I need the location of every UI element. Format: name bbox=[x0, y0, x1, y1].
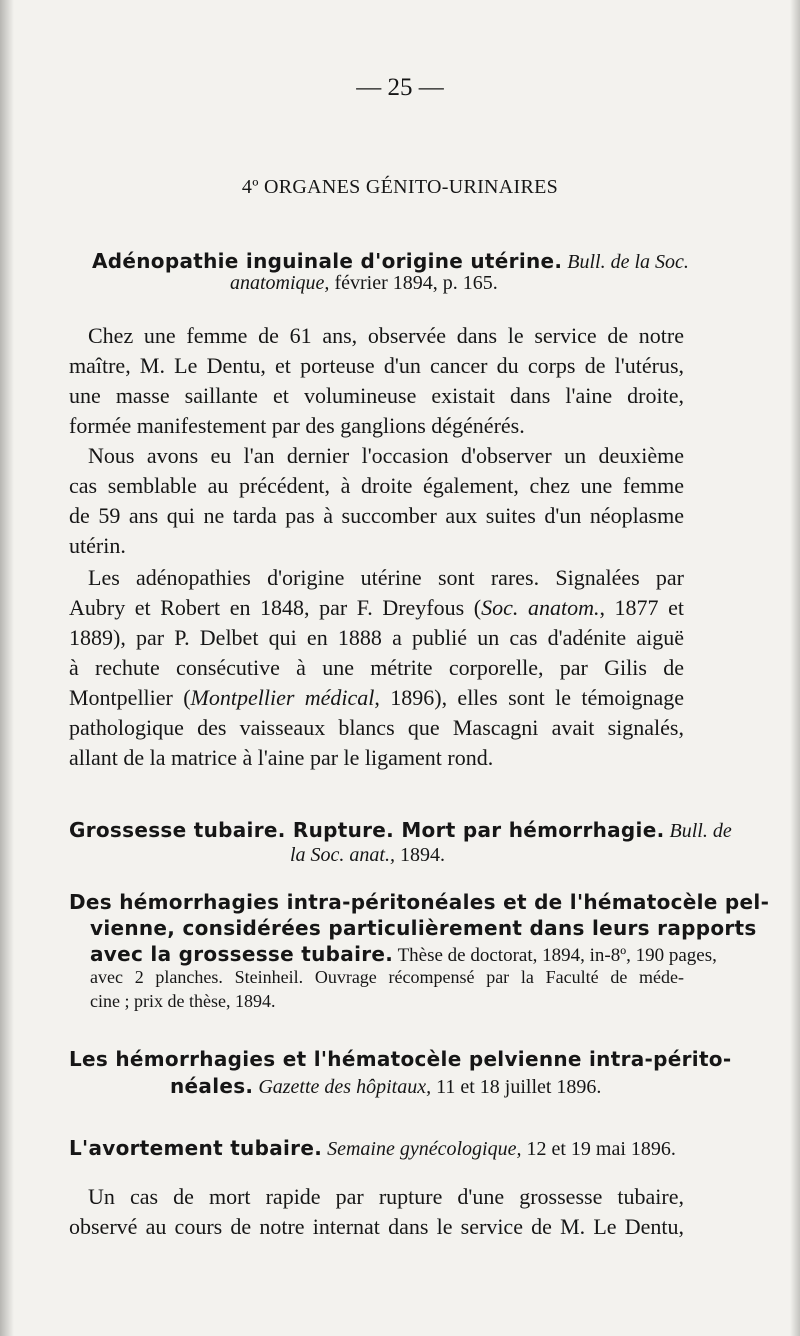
entry1-body-line: Les adénopathies d'origine utérine sont rares. Signalées par bbox=[88, 565, 684, 590]
entry1-source-date: février 1894, p. 165. bbox=[329, 272, 498, 294]
entry4-title-source-line bbox=[170, 1074, 601, 1099]
entry1-source-journal-cont: anatomique, bbox=[230, 272, 330, 294]
entry1-body-line: allant de la matrice à l'aine par le ligament rond. bbox=[69, 745, 494, 770]
entry3-title-line: Des hémorrhagies intra-péritonéales et de l'hématocèle pel- bbox=[69, 890, 770, 914]
entry1-body-line bbox=[69, 595, 684, 621]
entry4-title-line: néales. bbox=[170, 1074, 254, 1098]
entry1-body-text: Aubry et Robert en 1848, par F. Dreyfous ( bbox=[69, 595, 482, 620]
entry1-body-line bbox=[69, 685, 684, 711]
entry1-body-text: , 1877 et bbox=[599, 595, 684, 620]
entry1-body-line: utérin. bbox=[69, 533, 126, 558]
entry1-body-line: formée manifestement par des ganglions dégénérés. bbox=[69, 413, 525, 438]
page-number: — 25 — bbox=[356, 74, 444, 101]
entry5-source-journal: Semaine gynécologique, bbox=[327, 1138, 522, 1160]
entry4-source-journal: Gazette des hôpitaux, bbox=[258, 1076, 432, 1098]
entry1-body-text: , 1896), elles sont le témoignage bbox=[374, 685, 684, 710]
entry1-source-journal: Bull. de la Soc. bbox=[567, 251, 689, 273]
entry2-heading-line bbox=[69, 818, 732, 843]
entry1-heading-line bbox=[92, 249, 689, 274]
entry1-title: Adénopathie inguinale d'origine utérine. bbox=[92, 249, 563, 273]
entry1-body-line: Chez une femme de 61 ans, observée dans le service de notre bbox=[88, 323, 684, 348]
entry2-source-journal-cont: la Soc. anat., bbox=[290, 844, 395, 866]
entry1-body-line: de 59 ans qui ne tarda pas à succomber aux suites d'un néoplasme bbox=[69, 503, 684, 528]
entry2-source-date: 1894. bbox=[395, 844, 445, 866]
entry1-body-line: Nous avons eu l'an dernier l'occasion d'observer un deuxième bbox=[88, 443, 684, 468]
entry1-body-line: une masse saillante et volumineuse existait dans l'aine droite, bbox=[69, 383, 684, 408]
entry2-title: Grossesse tubaire. Rupture. Mort par hémorrhagie. bbox=[69, 818, 665, 842]
entry1-body-line: cas semblable au précédent, à droite également, chez une femme bbox=[69, 473, 684, 498]
entry5-body-line: observé au cours de notre internat dans le service de M. Le Dentu, bbox=[69, 1214, 684, 1239]
entry1-citation-journal: Montpellier médical bbox=[190, 685, 375, 710]
entry1-citation-journal: Soc. anatom. bbox=[481, 595, 600, 620]
entry3-title-desc-line bbox=[90, 942, 717, 967]
entry1-body-line: 1889), par P. Delbet qui en 1888 a publié un cas d'adénite aiguë bbox=[69, 625, 684, 650]
entry3-title-line: avec la grossesse tubaire. bbox=[90, 942, 394, 966]
entry5-heading-line bbox=[69, 1136, 676, 1161]
entry1-body-text: Montpellier ( bbox=[69, 685, 191, 710]
entry1-body-line: pathologique des vaisseaux blancs que Mascagni avait signalés, bbox=[69, 715, 684, 740]
entry3-description: Thèse de doctorat, 1894, in-8º, 190 pages, bbox=[393, 945, 717, 966]
entry5-title: L'avortement tubaire. bbox=[69, 1136, 323, 1160]
entry1-body-line: maître, M. Le Dentu, et porteuse d'un cancer du corps de l'utérus, bbox=[69, 353, 684, 378]
entry2-source-journal: Bull. de bbox=[669, 820, 732, 842]
entry3-title-line: vienne, considérées particulièrement dans leurs rapports bbox=[90, 916, 757, 940]
entry1-source-line bbox=[230, 272, 498, 295]
entry4-title-line: Les hémorrhagies et l'hématocèle pelvienne intra-périto- bbox=[69, 1047, 732, 1071]
entry2-source-line bbox=[290, 844, 445, 867]
entry5-body-line: Un cas de mort rapide par rupture d'une grossesse tubaire, bbox=[88, 1184, 684, 1209]
entry4-source-date: 11 et 18 juillet 1896. bbox=[431, 1076, 602, 1098]
entry5-source-date: 12 et 19 mai 1896. bbox=[521, 1138, 676, 1160]
entry1-body-line: à rechute consécutive à une métrite corporelle, par Gilis de bbox=[69, 655, 684, 680]
section-heading: 4º ORGANES GÉNITO-URINAIRES bbox=[241, 176, 559, 198]
entry3-description: cine ; prix de thèse, 1894. bbox=[90, 991, 276, 1011]
entry3-description: avec 2 planches. Steinheil. Ouvrage récompensé par la Faculté de méde- bbox=[90, 967, 684, 987]
